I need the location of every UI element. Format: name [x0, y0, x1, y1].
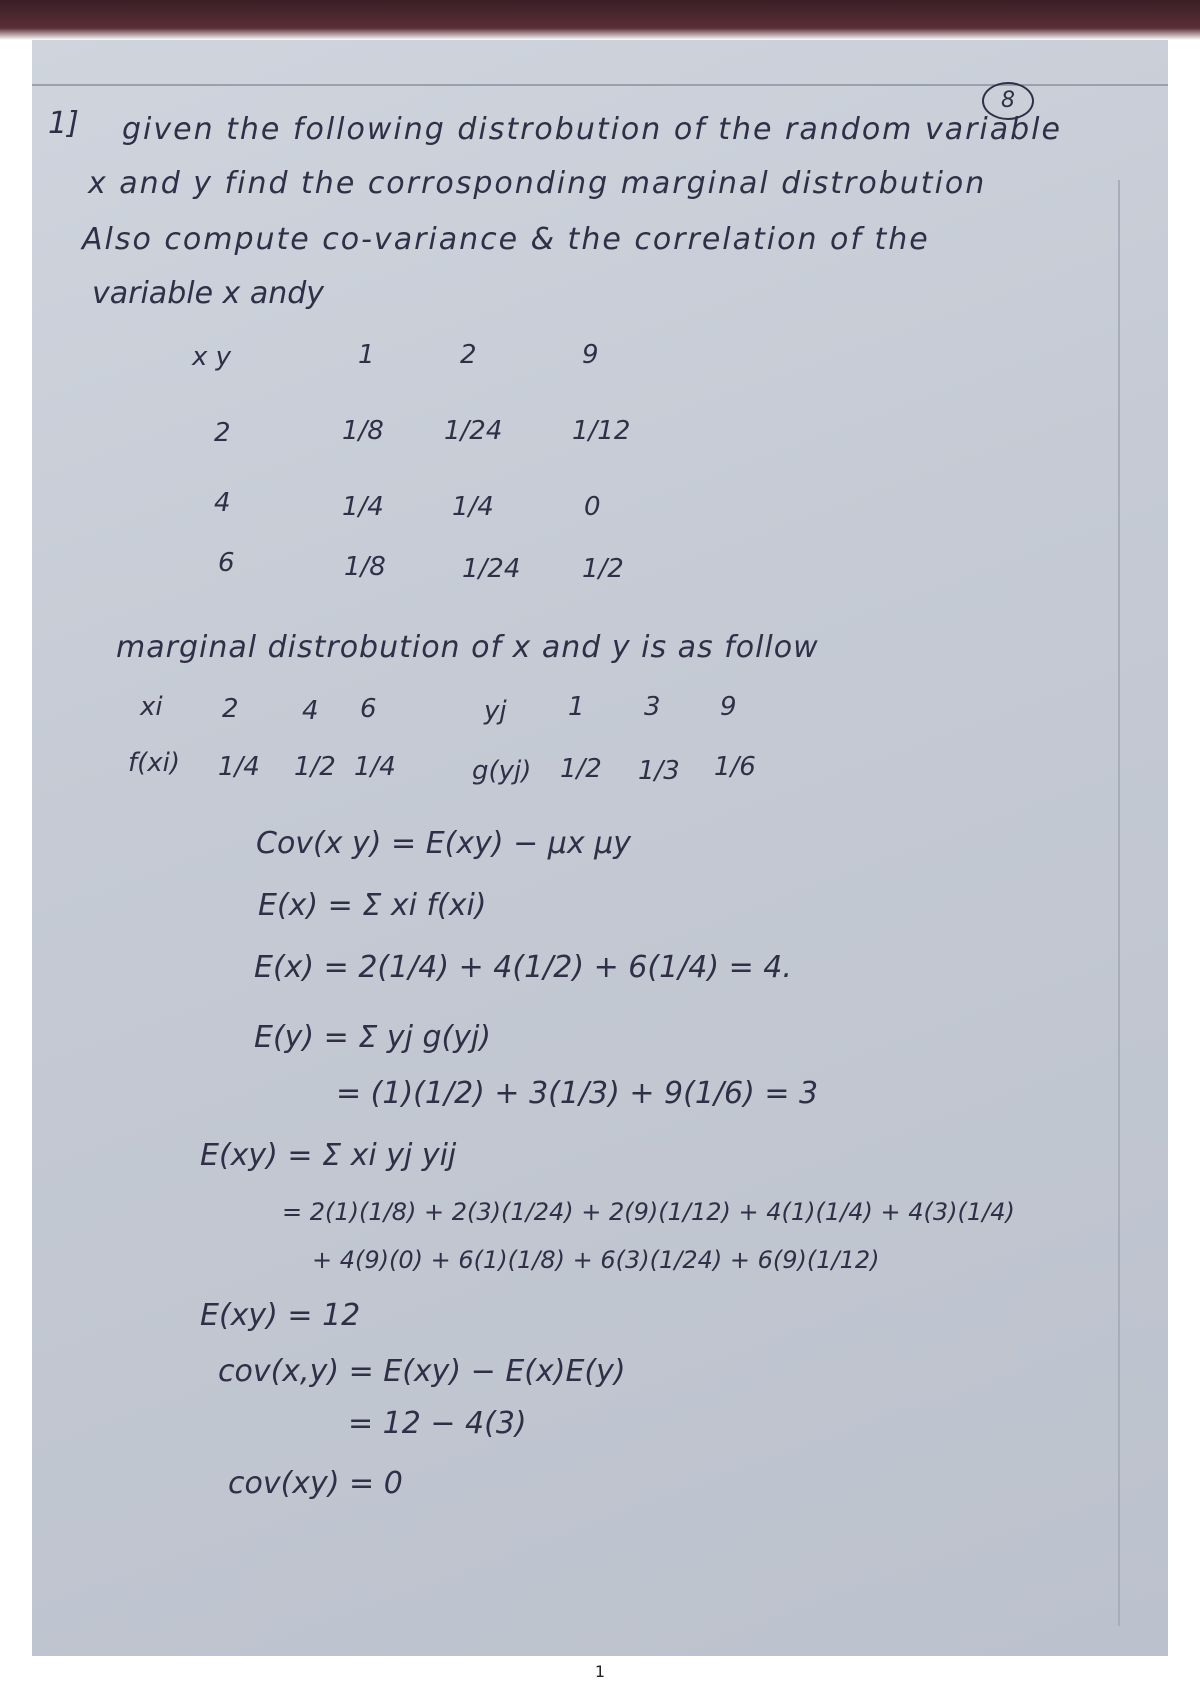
marginal-gy-value: 1/6 — [714, 752, 756, 782]
question-line-3: Also compute co-variance & the correlation of the — [82, 222, 930, 257]
right-margin-line — [1118, 180, 1120, 1626]
marginal-gy-label: g(yj) — [472, 756, 532, 786]
work-line: cov(x,y) = E(xy) − E(x)E(y) — [218, 1354, 626, 1389]
work-line: E(xy) = Σ xi yj yij — [200, 1138, 457, 1173]
marginal-heading: marginal distrobution of x and y is as follow — [116, 630, 819, 665]
work-line: Cov(x y) = E(xy) − μx μy — [256, 826, 632, 861]
question-line-4: variable x andy — [92, 276, 325, 311]
table-col-header: 9 — [582, 340, 599, 370]
table-cell: 1/2 — [582, 554, 624, 584]
work-line: E(x) = Σ xi f(xi) — [258, 888, 487, 923]
table-corner-label: x y — [192, 342, 232, 372]
table-cell: 1/24 — [444, 416, 503, 446]
table-cell: 1/8 — [342, 416, 384, 446]
marginal-fx-label: f(xi) — [128, 748, 181, 778]
work-line: E(xy) = 12 — [200, 1298, 361, 1333]
table-cell: 1/4 — [452, 492, 494, 522]
question-line-1: given the following distrobution of the random variable — [122, 112, 1062, 147]
marginal-x-label: xi — [140, 692, 163, 722]
question-number: 1] — [48, 106, 79, 141]
marginal-x-value: 4 — [302, 696, 319, 726]
marginal-y-value: 1 — [568, 692, 585, 722]
table-cell: 1/8 — [344, 552, 386, 582]
work-line: + 4(9)(0) + 6(1)(1/8) + 6(3)(1/24) + 6(9)(1/12) — [312, 1246, 880, 1274]
marginal-y-value: 3 — [644, 692, 661, 722]
work-line: E(y) = Σ yj g(yj) — [254, 1020, 491, 1055]
table-cell: 1/4 — [342, 492, 384, 522]
marginal-gy-value: 1/3 — [638, 756, 680, 786]
circled-page-number: 8 — [982, 82, 1034, 120]
marginal-fx-value: 1/4 — [354, 752, 396, 782]
work-line: = 2(1)(1/8) + 2(3)(1/24) + 2(9)(1/12) + 4(1)(1/4) + 4(3)(1/4) — [282, 1198, 1015, 1226]
notebook-page — [32, 40, 1168, 1656]
work-line: E(x) = 2(1/4) + 4(1/2) + 6(1/4) = 4. — [254, 950, 792, 985]
table-cell: 1/12 — [572, 416, 631, 446]
work-line: = (1)(1/2) + 3(1/3) + 9(1/6) = 3 — [336, 1076, 819, 1111]
footer-page-number: 1 — [594, 1662, 606, 1681]
table-col-header: 2 — [460, 340, 477, 370]
marginal-gy-value: 1/2 — [560, 754, 602, 784]
table-row-x: 6 — [218, 548, 235, 578]
marginal-y-label: yj — [484, 696, 507, 726]
marginal-fx-value: 1/2 — [294, 752, 336, 782]
question-line-2: x and y find the corrosponding marginal distrobution — [88, 166, 987, 201]
table-col-header: 1 — [358, 340, 375, 370]
marginal-y-value: 9 — [720, 692, 737, 722]
table-cell: 0 — [584, 492, 601, 522]
work-line: cov(xy) = 0 — [228, 1466, 403, 1501]
table-row-x: 4 — [214, 488, 231, 518]
work-line: = 12 − 4(3) — [348, 1406, 527, 1441]
table-row-x: 2 — [214, 418, 231, 448]
marginal-x-value: 6 — [360, 694, 377, 724]
marginal-x-value: 2 — [222, 694, 239, 724]
marginal-fx-value: 1/4 — [218, 752, 260, 782]
table-cell: 1/24 — [462, 554, 521, 584]
